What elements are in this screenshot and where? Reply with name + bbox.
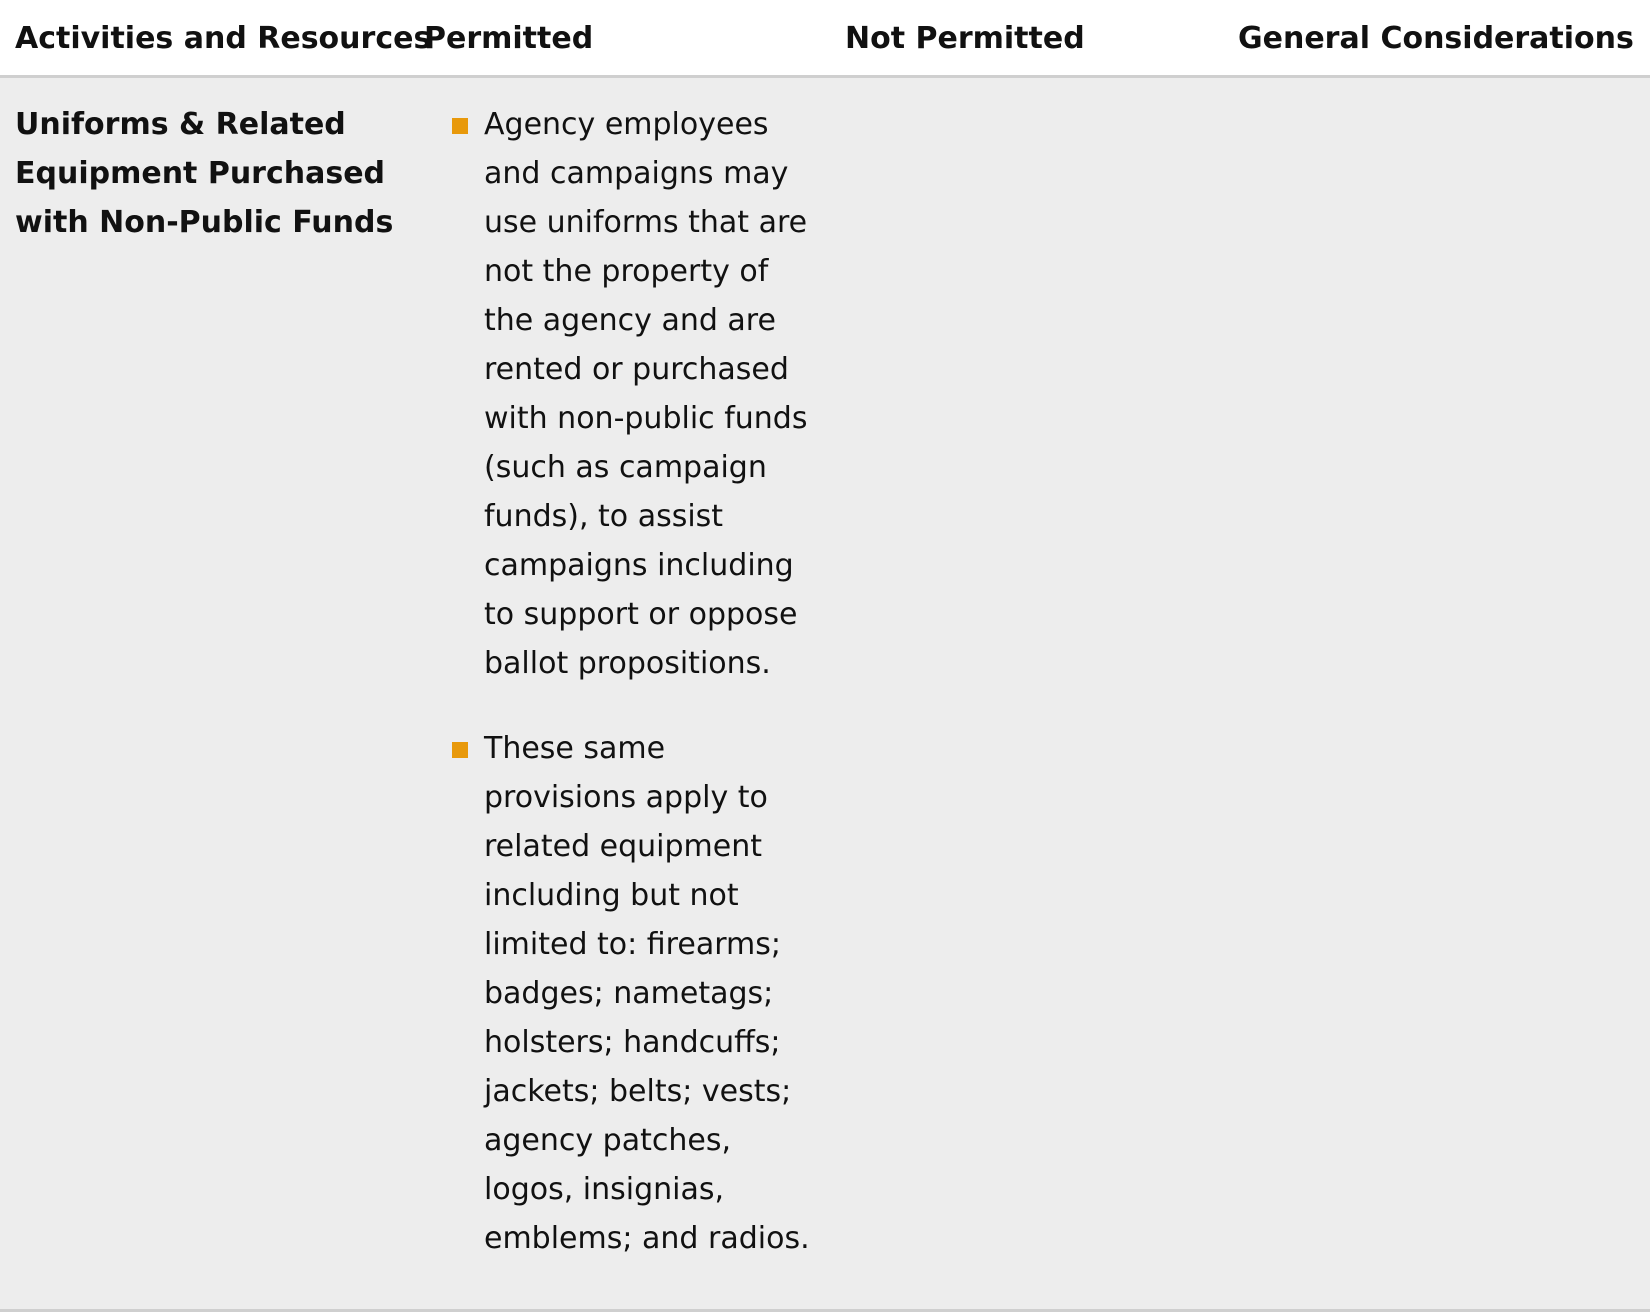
column-header-permitted: Permitted	[424, 21, 594, 56]
column-header-general-considerations: General Considerations	[1238, 21, 1634, 56]
table-row	[0, 78, 1650, 1312]
column-header-activities: Activities and Resources	[15, 21, 432, 56]
list-item	[452, 724, 822, 1263]
list-item	[452, 100, 822, 688]
column-header-not-permitted: Not Permitted	[845, 21, 1085, 56]
permitted-list	[452, 100, 822, 1299]
row-title: Uniforms & Related Equipment Purchased with Non-Public Funds	[15, 107, 394, 240]
square-bullet-icon	[452, 118, 468, 134]
permitted-item-text: Agency employees and campaigns may use uniforms that are not the property of the agency and are rented or purchased with non-public funds (such as campaign funds), to assist campaigns including to support or oppose ballot propositions.	[484, 107, 817, 681]
table-header-row	[0, 0, 1650, 78]
permitted-item-text: These same provisions apply to related equipment including but not limited to: firearms; badges; nametags; holsters; handcuffs; jackets; belts; vests; agency patches, logos, insignias, emblems; and radios.	[484, 731, 810, 1256]
square-bullet-icon	[452, 742, 468, 758]
